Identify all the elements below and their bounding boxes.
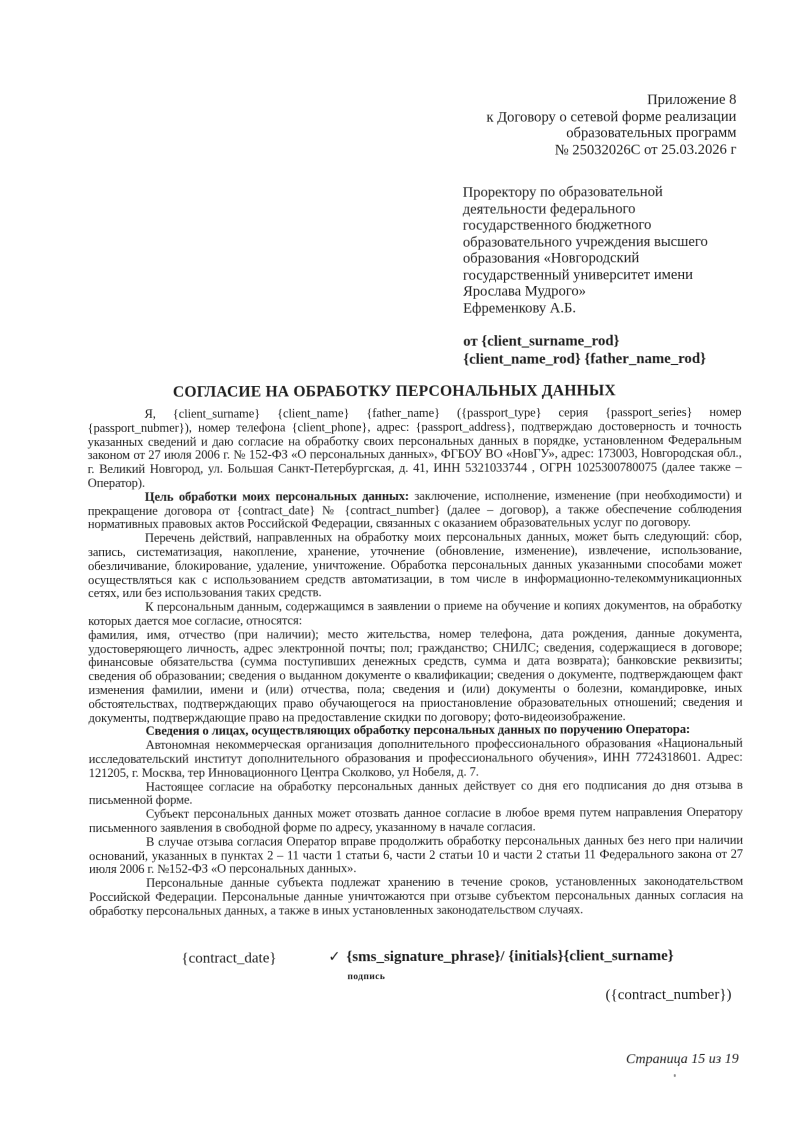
paragraph-text: заключение, исполнение, изменение (при необходимости) и прекращение договора от {contract_date} № {contract_number} (далее – договор), а также обеспечение соблюдения нормативных правовых актов Российской Федерации, связанных с оказанием образовательных услуг по договору. [88,488,742,532]
contract-date-placeholder: {contract_date} [181,950,276,967]
from-block [463,332,783,369]
appendix-header [376,92,736,160]
document-body [87,406,743,919]
addressee-line: Ярослава Мудрого» [463,283,763,301]
paragraph-text: В случае отзыва согласия Оператор вправе продолжить обработку персональных данных без него при наличии оснований, указанных в пунктах 2 – 11 части 1 статьи 6, части 2 статьи 10 и части 2 статьи 11 Федерального закона от 27 июля 2006 г. №152-ФЗ «О персональных данных». [89,833,743,877]
from-line: {client_name_rod} {father_name_rod} [463,350,783,369]
appendix-line: Приложение 8 [376,92,736,110]
paragraph-withdrawal [89,806,743,836]
scan-speck [674,1074,676,1077]
checkmark-icon: ✓ [328,949,340,966]
paragraph-text: Настоящее согласие на обработку персональных данных действует со дня его подписания до дня отзыва в письменной форме. [89,777,743,807]
addressee-line: деятельности федерального [463,200,763,218]
addressee-line: образовательного учреждения высшего [463,233,763,251]
paragraph-purpose [88,489,742,533]
paragraph-data-list [88,627,742,726]
paragraph-processor-org [89,737,743,781]
appendix-line: к Договору о сетевой форме реализации [376,108,736,126]
paragraph-text: Перечень действий, направленных на обработку моих персональных данных, может быть следующий: сбор, запись, систематизация, накопление, хранение, уточнение (обновление, изменение), извлечение, использование, обезличивание, блокирование, удаление, уничтожение. Обработка персональных данных указанными способами может осуществляться как с использованием средств автоматизации, в том числе в информационно-телекоммуникационных сетях, или без использования таких средств. [88,529,742,600]
addressee-line: государственного бюджетного [463,217,763,235]
paragraph-text: фамилия, имя, отчество (при наличии); место жительства, номер телефона, дата рождения, данные документа, удостоверяющего личность, адрес электронной почты; пол; гражданство; СНИЛС; сведения, содержащиеся в договоре; финансовые обязательства (сумма поступивших денежных средств, сумма и дата возврата); банковские реквизиты; сведения об образовании; сведения о выданном документе о квалификации; сведения о документе, подтверждающем факт изменения фамилии, имени и (или) отчества, пола; сведения и (или) документы о болезни, командировке, иных обстоятельствах, подтверждающих право обучающегося на приостановление образовательных отношений; сведения и документы, подтверждающие право на предоставление скидки по договору; фото-видеоизображение. [88,626,742,725]
addressee-line: образования «Новгородский [463,250,763,268]
paragraph-data-list-intro [88,599,742,629]
paragraph-validity [89,778,743,808]
addressee-line: государственный университет имени [463,266,763,284]
paragraph-text: К персональным данным, содержащимся в заявлении о приеме на обучение и копиях документов, на обработку которых дается мое согласие, относятся: [88,598,742,628]
signature-phrase: {sms_signature_phrase}/ {initials}{client_surname} [346,948,673,966]
paragraph-text: Персональные данные субъекта подлежат хранению в течение сроков, установленных законодательством Российской Федерации. Персональные данные уничтожаются при отзыве субъектом персональных данных согласия на обработку персональных данных, а также в иных установленных законодательством случаях. [89,874,743,918]
paragraph-lead: Цель обработки моих персональных данных: [145,489,409,504]
appendix-line: № 25032026С от 25.03.2026 г [377,142,737,160]
paragraph-lead: Сведения о лицах, осуществляющих обработку персональных данных по поручению Оператора: [146,722,691,738]
from-line: от {client_surname_rod} [463,332,783,351]
paragraph-text: Автономная некоммерческая организация дополнительного профессионального образования «Национальный исследовательский институт дополнительного образования и профессионального обучения», ИНН 7724318601. Адрес: 121205, г. Москва, тер Инновационного Центра Сколково, ул Нобеля, д. 7. [89,736,743,780]
contract-number-placeholder: ({contract_number}) [605,987,731,1004]
appendix-line: образовательных программ [376,125,736,143]
paragraph-actions [88,530,742,601]
addressee-line: Проректору по образовательной [463,184,763,202]
addressee-block [463,184,763,317]
paragraph-legal-grounds [89,834,743,878]
signature-caption: подпись [347,972,385,982]
paragraph-storage [89,875,743,919]
paragraph-text: Я, {client_surname} {client_name} {father_name} ({passport_type} серия {passport_series} номер {passport_nubmer}), номер телефона {client_phone}, адрес: {passport_address}, подтверждаю достоверность и точность указанных сведений и даю согласие на обработку своих персональных данных в порядке, установленном Федеральным законом от 27 июля 2006 г. № 152-ФЗ «О персональных данных», ФГБОУ ВО «НовГУ», адрес: 173003, Новгородская обл., г. Великий Новгород, ул. Большая Санкт-Петербургская, д. 41, ИНН 5321033744 , ОГРН 1025300780075 (далее также – Оператор). [87,405,741,490]
page-number: Страница 15 из 19 [626,1052,739,1068]
paragraph-text: Субъект персональных данных может отозвать данное согласие в любое время путем направления Оператору письменного заявления в свободной форме по адресу, указанному в начале согласия. [89,805,743,835]
document-title: СОГЛАСИЕ НА ОБРАБОТКУ ПЕРСОНАЛЬНЫХ ДАННЫХ [54,382,734,402]
paragraph-intro [87,406,741,491]
addressee-line: Ефременкову А.Б. [463,299,763,317]
